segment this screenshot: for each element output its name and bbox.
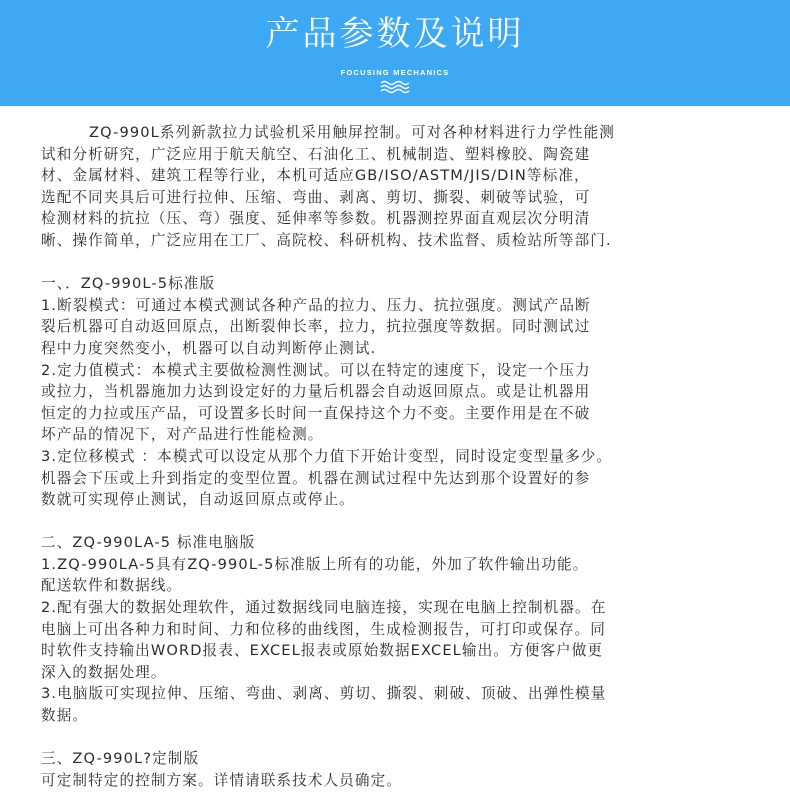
section-line: 2.配有强大的数据处理软件，通过数据线同电脑连接，实现在电脑上控制机器。在 <box>41 599 607 617</box>
section-heading: 三、ZQ-990L?定制版 <box>41 750 200 768</box>
section-line: 机器会下压或上升到指定的变型位置。机器在测试过程中先达到那个设置好的参 <box>41 469 591 487</box>
section-line: 2.定力值模式：本模式主要做检测性测试。可以在特定的速度下，设定一个压力 <box>41 361 591 379</box>
section-heading: 二、ZQ-990LA-5 标准电脑版 <box>41 534 256 552</box>
section-line: 坏产品的情况下，对产品进行性能检测。 <box>41 426 324 444</box>
intro-line: 晰、操作简单，广泛应用在工厂、高院校、科研机构、技术监督、质检站所等部门. <box>41 231 612 249</box>
section-line: 电脑上可出各种力和时间、力和位移的曲线图，生成检测报告，可打印或保存。同 <box>41 620 606 638</box>
spacer <box>41 727 761 749</box>
page-title: 产品参数及说明 <box>265 14 525 54</box>
section-standard <box>41 273 761 511</box>
section-line: 深入的数据处理。 <box>41 663 167 681</box>
document-body <box>41 122 761 791</box>
header-banner <box>0 0 790 106</box>
section-line: 裂后机器可自动返回原点，出断裂伸长率，拉力，抗拉强度等数据。同时测试过 <box>41 318 591 336</box>
section-line: 或拉力，当机器施加力达到设定好的力量后机器会自动返回原点。或是让机器用 <box>41 383 591 401</box>
section-line: 程中力度突然变小，机器可以自动判断停止测试. <box>41 339 377 357</box>
section-line: 恒定的力拉或压产品，可设置多长时间一直保持这个力不变。主要作用是在不破 <box>41 404 591 422</box>
wave-icon <box>380 80 410 94</box>
section-line: 数就可实现停止测试，自动返回原点或停止。 <box>41 491 355 509</box>
section-line: 1.断裂模式：可通过本模式测试各种产品的拉力、压力、抗拉强度。测试产品断 <box>41 296 591 314</box>
intro-line: 检测材料的抗拉（压、弯）强度、延伸率等参数。机器测控界面直观层次分明清 <box>41 210 591 228</box>
page-subtitle: FOCUSING MECHANICS <box>340 68 450 77</box>
intro-line: 试和分析研究，广泛应用于航天航空、石油化工、机械制造、塑料橡胶、陶瓷建 <box>41 145 591 163</box>
intro-line: 选配不同夹具后可进行拉伸、压缩、弯曲、剥离、剪切、撕裂、刺破等试验，可 <box>41 188 591 206</box>
section-line: 3.电脑版可实现拉伸、压缩、弯曲、剥离、剪切、撕裂、刺破、顶破、出弹性模量 <box>41 685 607 703</box>
section-line: 3.定位移模式 ：本模式可以设定从那个力值下开始计变型，同时设定变型量多少。 <box>41 447 613 465</box>
section-custom <box>41 748 761 791</box>
section-line: 可定制特定的控制方案。详情请联系技术人员确定。 <box>41 771 402 789</box>
spacer <box>41 511 761 533</box>
section-line: 配送软件和数据线。 <box>41 577 183 595</box>
section-line: 1.ZQ-990LA-5具有ZQ-990L-5标准版上所有的功能，外加了软件输出功能。 <box>41 555 589 573</box>
section-heading: 一、．ZQ-990L-5标准版 <box>41 275 216 293</box>
intro-paragraph <box>41 122 761 252</box>
section-line: 时软件支持输出WORD报表、EXCEL报表或原始数据EXCEL输出。方便客户做更 <box>41 642 604 660</box>
section-computer <box>41 532 761 726</box>
intro-line: 材、金属材料、建筑工程等行业，本机可适应GB/ISO/ASTM/JIS/DIN等标准， <box>41 167 590 185</box>
section-line: 数据。 <box>41 707 89 725</box>
spacer <box>41 252 761 274</box>
intro-line: ZQ-990L系列新款拉力试验机采用触屏控制。可对各种材料进行力学性能测 <box>89 124 615 141</box>
